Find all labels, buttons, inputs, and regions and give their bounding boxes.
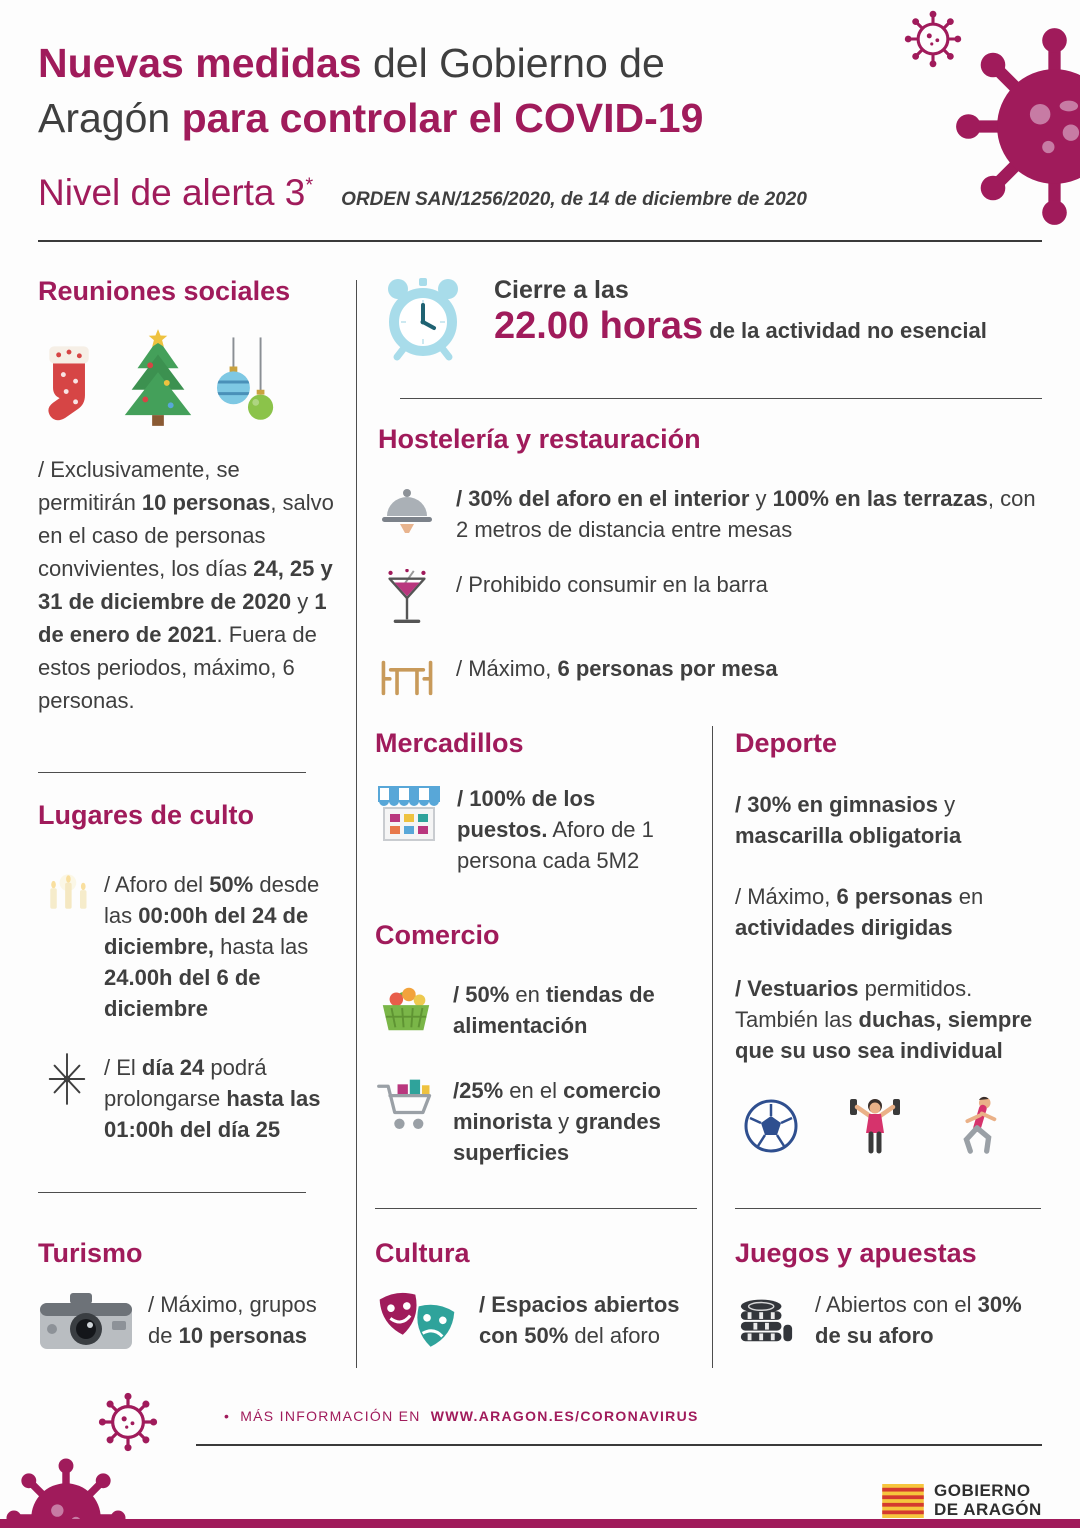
page-title	[38, 36, 908, 146]
text-segment: / Aforo del	[104, 872, 210, 897]
juegos-item-1-text	[815, 1289, 1041, 1351]
hosteleria-item-1-text	[456, 483, 1040, 545]
section-title-juegos: Juegos y apuestas	[735, 1238, 977, 1268]
section-juegos-y-apuestas	[735, 1238, 1041, 1351]
mercadillos-item-1	[375, 783, 689, 876]
header-divider	[38, 240, 1042, 242]
text-segment: / El	[104, 1055, 142, 1080]
divider	[38, 772, 306, 773]
shopping-cart-icon	[375, 1075, 437, 1135]
bottom-accent-bar	[0, 1519, 1080, 1528]
text-segment: día 24	[141, 1055, 205, 1080]
text-segment: Vestuarios	[747, 976, 859, 1001]
coronavirus-url-link[interactable]: WWW.ARAGON.ES/CORONAVIRUS	[430, 1408, 699, 1424]
text-segment: 10 personas	[141, 490, 271, 515]
turismo-item-1	[38, 1289, 340, 1353]
theater-masks-icon	[375, 1289, 461, 1353]
footer-divider	[196, 1444, 1042, 1446]
text-segment: / Exclusivamente, se permitirán	[38, 457, 240, 515]
section-hosteleria	[378, 424, 1040, 701]
mercadillos-item-1-text	[457, 783, 689, 876]
weightlifter-icon	[845, 1094, 905, 1158]
text-segment: 24, 25 y 31 de diciembre de 2020	[38, 556, 333, 614]
table-chairs-icon	[378, 653, 436, 701]
text-segment: 30% en gimnasios	[747, 792, 938, 817]
text-segment: 22.00 horas	[494, 305, 704, 347]
market-stall-icon	[375, 783, 443, 847]
section-title-reuniones: Reuniones sociales	[38, 276, 291, 306]
text-segment: Aforo de 1 persona cada 5M2	[457, 817, 654, 873]
text-segment: en	[952, 884, 984, 909]
section-reuniones-sociales	[38, 276, 334, 717]
text-segment: / Máximo,	[456, 656, 558, 681]
text-segment: y	[291, 589, 315, 614]
virus-icon	[96, 1390, 160, 1454]
closing-time-banner	[378, 272, 1042, 369]
runner-icon	[951, 1094, 1005, 1158]
divider	[735, 1208, 1041, 1209]
section-title-cultura: Cultura	[375, 1238, 470, 1268]
text-segment: 24.00h del 6 de diciembre	[104, 965, 261, 1021]
poker-chips-icon	[735, 1289, 797, 1347]
culto-item-2-text	[104, 1052, 340, 1145]
text-segment: 6 personas por mesa	[557, 656, 778, 681]
text-segment: 100% de los puestos.	[457, 786, 596, 842]
text-segment: grandes superficies	[453, 1109, 661, 1165]
text-segment: 00:00h del 24 de diciembre,	[104, 903, 309, 959]
text-segment: hasta las	[214, 934, 309, 959]
deporte-item-2	[735, 881, 1041, 943]
title-line-2	[38, 91, 908, 146]
sport-icons-row	[735, 1094, 1041, 1158]
juegos-item-1	[735, 1289, 1041, 1351]
section-mercadillos	[375, 728, 689, 876]
text-segment: Aragón	[38, 95, 182, 141]
section-turismo	[38, 1238, 340, 1353]
text-segment: Nuevas medidas	[38, 40, 362, 86]
closing-line-2	[494, 307, 987, 345]
text-segment: , con 2 metros de distancia entre mesas	[456, 486, 1036, 542]
text-segment: 50%	[209, 872, 254, 897]
section-title-deporte: Deporte	[735, 728, 838, 758]
text-segment: del aforo	[568, 1323, 660, 1348]
logo-line-2: DE ARAGÓN	[934, 1499, 1042, 1519]
text-segment: 50%	[465, 982, 510, 1007]
hosteleria-item-3	[378, 653, 1040, 701]
column-divider	[356, 280, 357, 1368]
virus-icon	[952, 24, 1080, 229]
logo-text	[934, 1482, 1042, 1519]
candles-icon	[38, 869, 96, 915]
alert-level-text: Nivel de alerta 3	[38, 172, 306, 213]
closing-line-1: Cierre a las	[494, 276, 629, 304]
alert-asterisk: *	[305, 174, 314, 197]
text-segment: /	[456, 486, 469, 511]
hosteleria-item-2-text	[456, 569, 768, 600]
gobierno-aragon-logo	[882, 1482, 1042, 1519]
text-segment: tiendas de alimentación	[453, 982, 655, 1038]
text-segment: en	[509, 982, 546, 1007]
text-segment: /	[453, 1078, 460, 1103]
cultura-item-1-text	[479, 1289, 699, 1351]
alert-level	[38, 172, 313, 214]
turismo-item-1-text	[148, 1289, 340, 1351]
virus-icon	[4, 1456, 128, 1528]
cocktail-icon	[378, 569, 436, 629]
text-segment: 100% en las terrazas	[772, 486, 988, 511]
deporte-item-1	[735, 789, 1041, 851]
cloche-icon	[378, 483, 436, 535]
text-segment: / Máximo, grupos de	[148, 1292, 317, 1348]
hosteleria-item-1	[378, 483, 1040, 545]
logo-line-1: GOBIERNO	[934, 1481, 1031, 1500]
hosteleria-item-3-text	[456, 653, 778, 684]
text-segment: en el	[503, 1078, 564, 1103]
comercio-item-2	[375, 1075, 699, 1168]
alarm-clock-icon	[378, 272, 468, 369]
text-segment: 6 personas	[836, 884, 953, 909]
text-segment: / Abiertos con el	[815, 1292, 978, 1317]
text-segment: del Gobierno de	[361, 40, 665, 86]
text-segment: 30% de su aforo	[815, 1292, 1022, 1348]
text-segment: podrá prolongarse	[104, 1055, 267, 1111]
deporte-item-3	[735, 973, 1041, 1066]
text-segment: 1 de enero de 2021	[38, 589, 327, 647]
text-segment: y	[749, 486, 773, 511]
text-segment: duchas, siempre que su uso sea individual	[735, 1007, 1033, 1063]
text-segment: mascarilla obligatoria	[735, 823, 962, 848]
soccer-ball-icon	[743, 1098, 799, 1154]
footer-bullet: •	[224, 1408, 231, 1424]
section-title-culto: Lugares de culto	[38, 800, 255, 830]
culto-item-1	[38, 869, 340, 1024]
text-segment: hasta las 01:00h del día 25	[104, 1086, 321, 1142]
culto-item-1-text	[104, 869, 340, 1024]
christmas-icons-row	[38, 325, 334, 427]
divider	[38, 1192, 306, 1193]
comercio-item-1	[375, 979, 699, 1041]
text-segment: permitidos. También las	[735, 976, 973, 1032]
comercio-item-1-text	[453, 979, 699, 1041]
text-segment: y	[552, 1109, 576, 1134]
title-line-1	[38, 36, 908, 91]
section-title-mercadillos: Mercadillos	[375, 728, 524, 758]
text-segment: /	[735, 792, 748, 817]
alert-row	[38, 172, 938, 214]
column-divider	[712, 726, 713, 1368]
section-title-hosteleria: Hostelería y restauración	[378, 424, 701, 454]
cultura-item-1	[375, 1289, 699, 1353]
text-segment: para controlar el COVID-19	[181, 95, 704, 141]
text-segment: /	[479, 1292, 492, 1317]
section-deporte	[735, 728, 1041, 1158]
text-segment: y	[937, 792, 956, 817]
text-segment: de la actividad no esencial	[703, 318, 987, 343]
section-cultura	[375, 1238, 699, 1353]
divider	[375, 1208, 697, 1209]
section-lugares-de-culto	[38, 800, 340, 1145]
section-title-comercio: Comercio	[375, 920, 500, 950]
hosteleria-item-2	[378, 569, 1040, 629]
comercio-item-2-text	[453, 1075, 699, 1168]
section-comercio	[375, 920, 699, 1168]
divider	[400, 398, 1042, 399]
text-segment: desde las	[104, 872, 320, 928]
text-segment: 25%	[459, 1078, 504, 1103]
text-segment: 10 personas	[178, 1323, 307, 1348]
text-segment: /	[457, 786, 470, 811]
text-segment: /	[453, 982, 466, 1007]
text-segment: Espacios abiertos con 50%	[479, 1292, 680, 1348]
sparkle-star-icon	[38, 1052, 96, 1106]
ornaments-icon	[216, 337, 278, 427]
food-basket-icon	[375, 979, 437, 1037]
closing-time-text	[494, 272, 987, 369]
culto-item-2	[38, 1052, 340, 1145]
text-segment: actividades dirigidas	[735, 915, 953, 940]
text-segment: , salvo en el caso de personas convivientes, los días	[38, 490, 334, 581]
reuniones-body	[38, 453, 334, 717]
text-segment: /	[735, 976, 748, 1001]
footer-info-text: MÁS INFORMACIÓN EN	[240, 1408, 421, 1424]
section-title-turismo: Turismo	[38, 1238, 143, 1268]
footer-info	[224, 1408, 699, 1424]
text-segment: / Prohibido consumir en la barra	[456, 572, 768, 597]
aragon-flag-icon	[882, 1484, 924, 1518]
text-segment: comercio minorista	[453, 1078, 661, 1134]
christmas-stocking-icon	[38, 341, 100, 427]
text-segment: 30% del aforo en el interior	[468, 486, 750, 511]
text-segment: . Fuera de estos periodos, máximo, 6 personas.	[38, 622, 317, 713]
camera-icon	[38, 1289, 134, 1353]
christmas-tree-icon	[116, 329, 200, 427]
order-reference: ORDEN SAN/1256/2020, de 14 de diciembre de 2020	[341, 189, 807, 210]
text-segment: / Máximo,	[735, 884, 837, 909]
